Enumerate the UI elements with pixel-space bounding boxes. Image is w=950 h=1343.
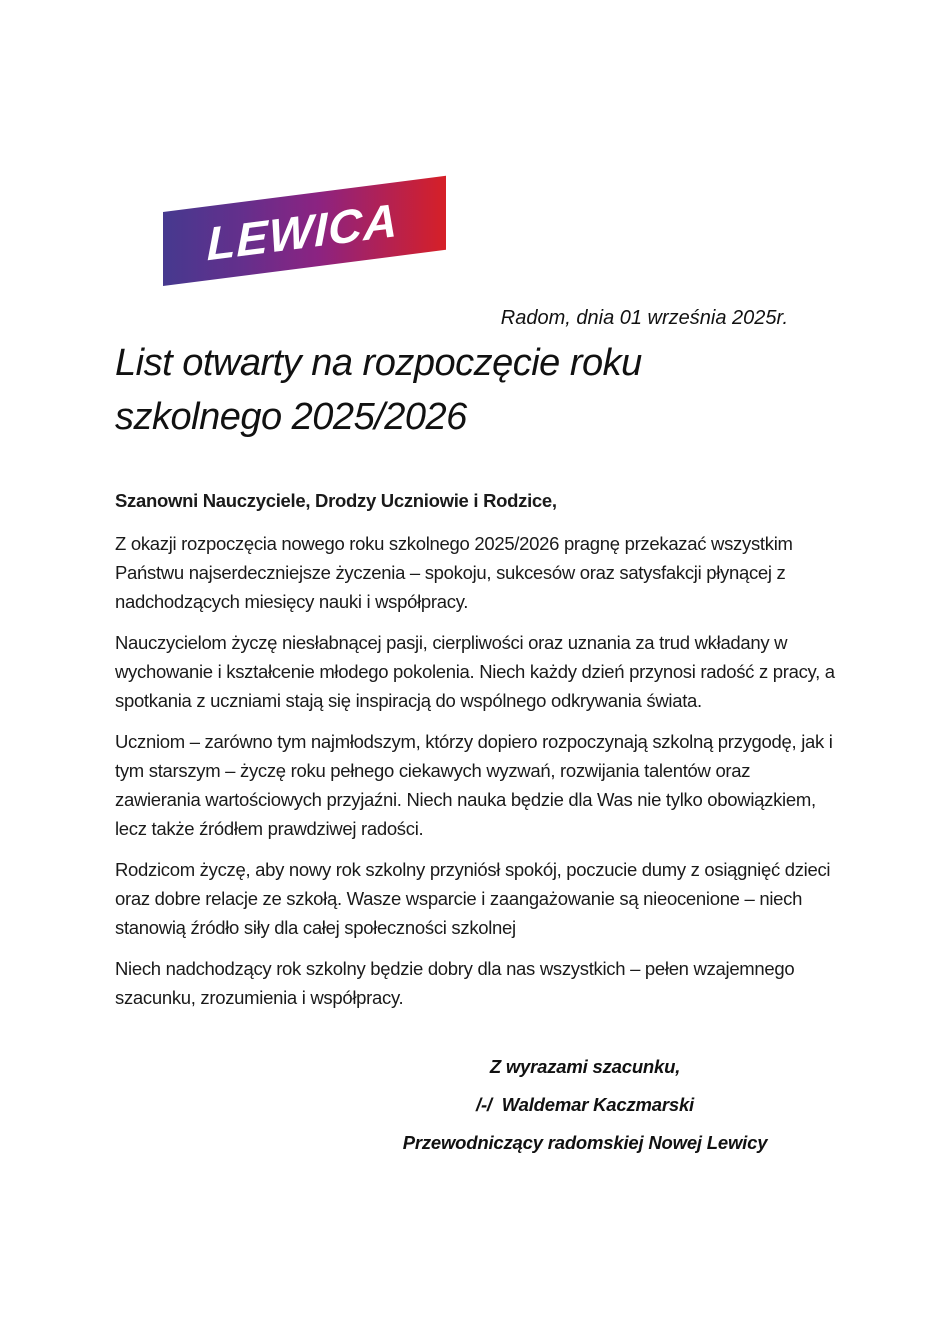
signature-role: Przewodniczący radomskiej Nowej Lewicy (402, 1132, 768, 1153)
dateline: Radom, dnia 01 września 2025r. (500, 307, 788, 329)
letter-body (115, 529, 836, 1012)
paragraph-closing-wish: Niech nadchodzący rok szkolny będzie dobry dla nas wszystkich – pełen wzajemnego szacunku, zrozumienia i współpracy. (115, 958, 795, 1008)
page-title (115, 336, 836, 444)
page-title-line1: List otwarty na rozpoczęcie roku (115, 342, 642, 384)
salutation: Szanowni Nauczyciele, Drodzy Uczniowie i Rodzice, (115, 490, 557, 511)
lewica-logo-text: LEWICA (206, 192, 399, 270)
page-title-line2: szkolnego 2025/2026 (115, 396, 467, 438)
paragraph-students: Uczniom – zarówno tym najmłodszym, którzy dopiero rozpoczynają szkolną przygodę, jak i tym starszym – życzę roku pełnego ciekawych wyzwań, rozwijania talentów oraz zawierania wartościowych przyjaźni. Niech nauka będzie dla Was nie tylko obowiązkiem, lecz także źródłem prawdziwej radości. (115, 731, 833, 839)
paragraph-teachers: Nauczycielom życzę niesłabnącej pasji, cierpliwości oraz uznania za trud wkładany w wychowanie i kształcenie młodego pokolenia. Niech każdy dzień przynosi radość z pracy, a spotkania z uczniami stają się inspiracją do wspólnego odkrywania świata. (115, 632, 835, 711)
signature-block (335, 1048, 835, 1162)
signature-regards: Z wyrazami szacunku, (489, 1056, 681, 1077)
paragraph-wishes-general: Z okazji rozpoczęcia nowego roku szkolnego 2025/2026 pragnę przekazać wszystkim Państwu najserdeczniejsze życzenia – spokoju, sukcesów oraz satysfakcji płynącej z nadchodzących miesięcy nauki i współpracy. (115, 533, 793, 612)
signature-name: /-/ Waldemar Kaczmarski (476, 1094, 694, 1115)
paragraph-parents: Rodzicom życzę, aby nowy rok szkolny przyniósł spokój, poczucie dumy z osiągnięć dzieci oraz dobre relacje ze szkołą. Wasze wsparcie i zaangażowanie są nieocenione – niech stanowią źródło siły dla całej społeczności szkolnej (115, 859, 831, 938)
